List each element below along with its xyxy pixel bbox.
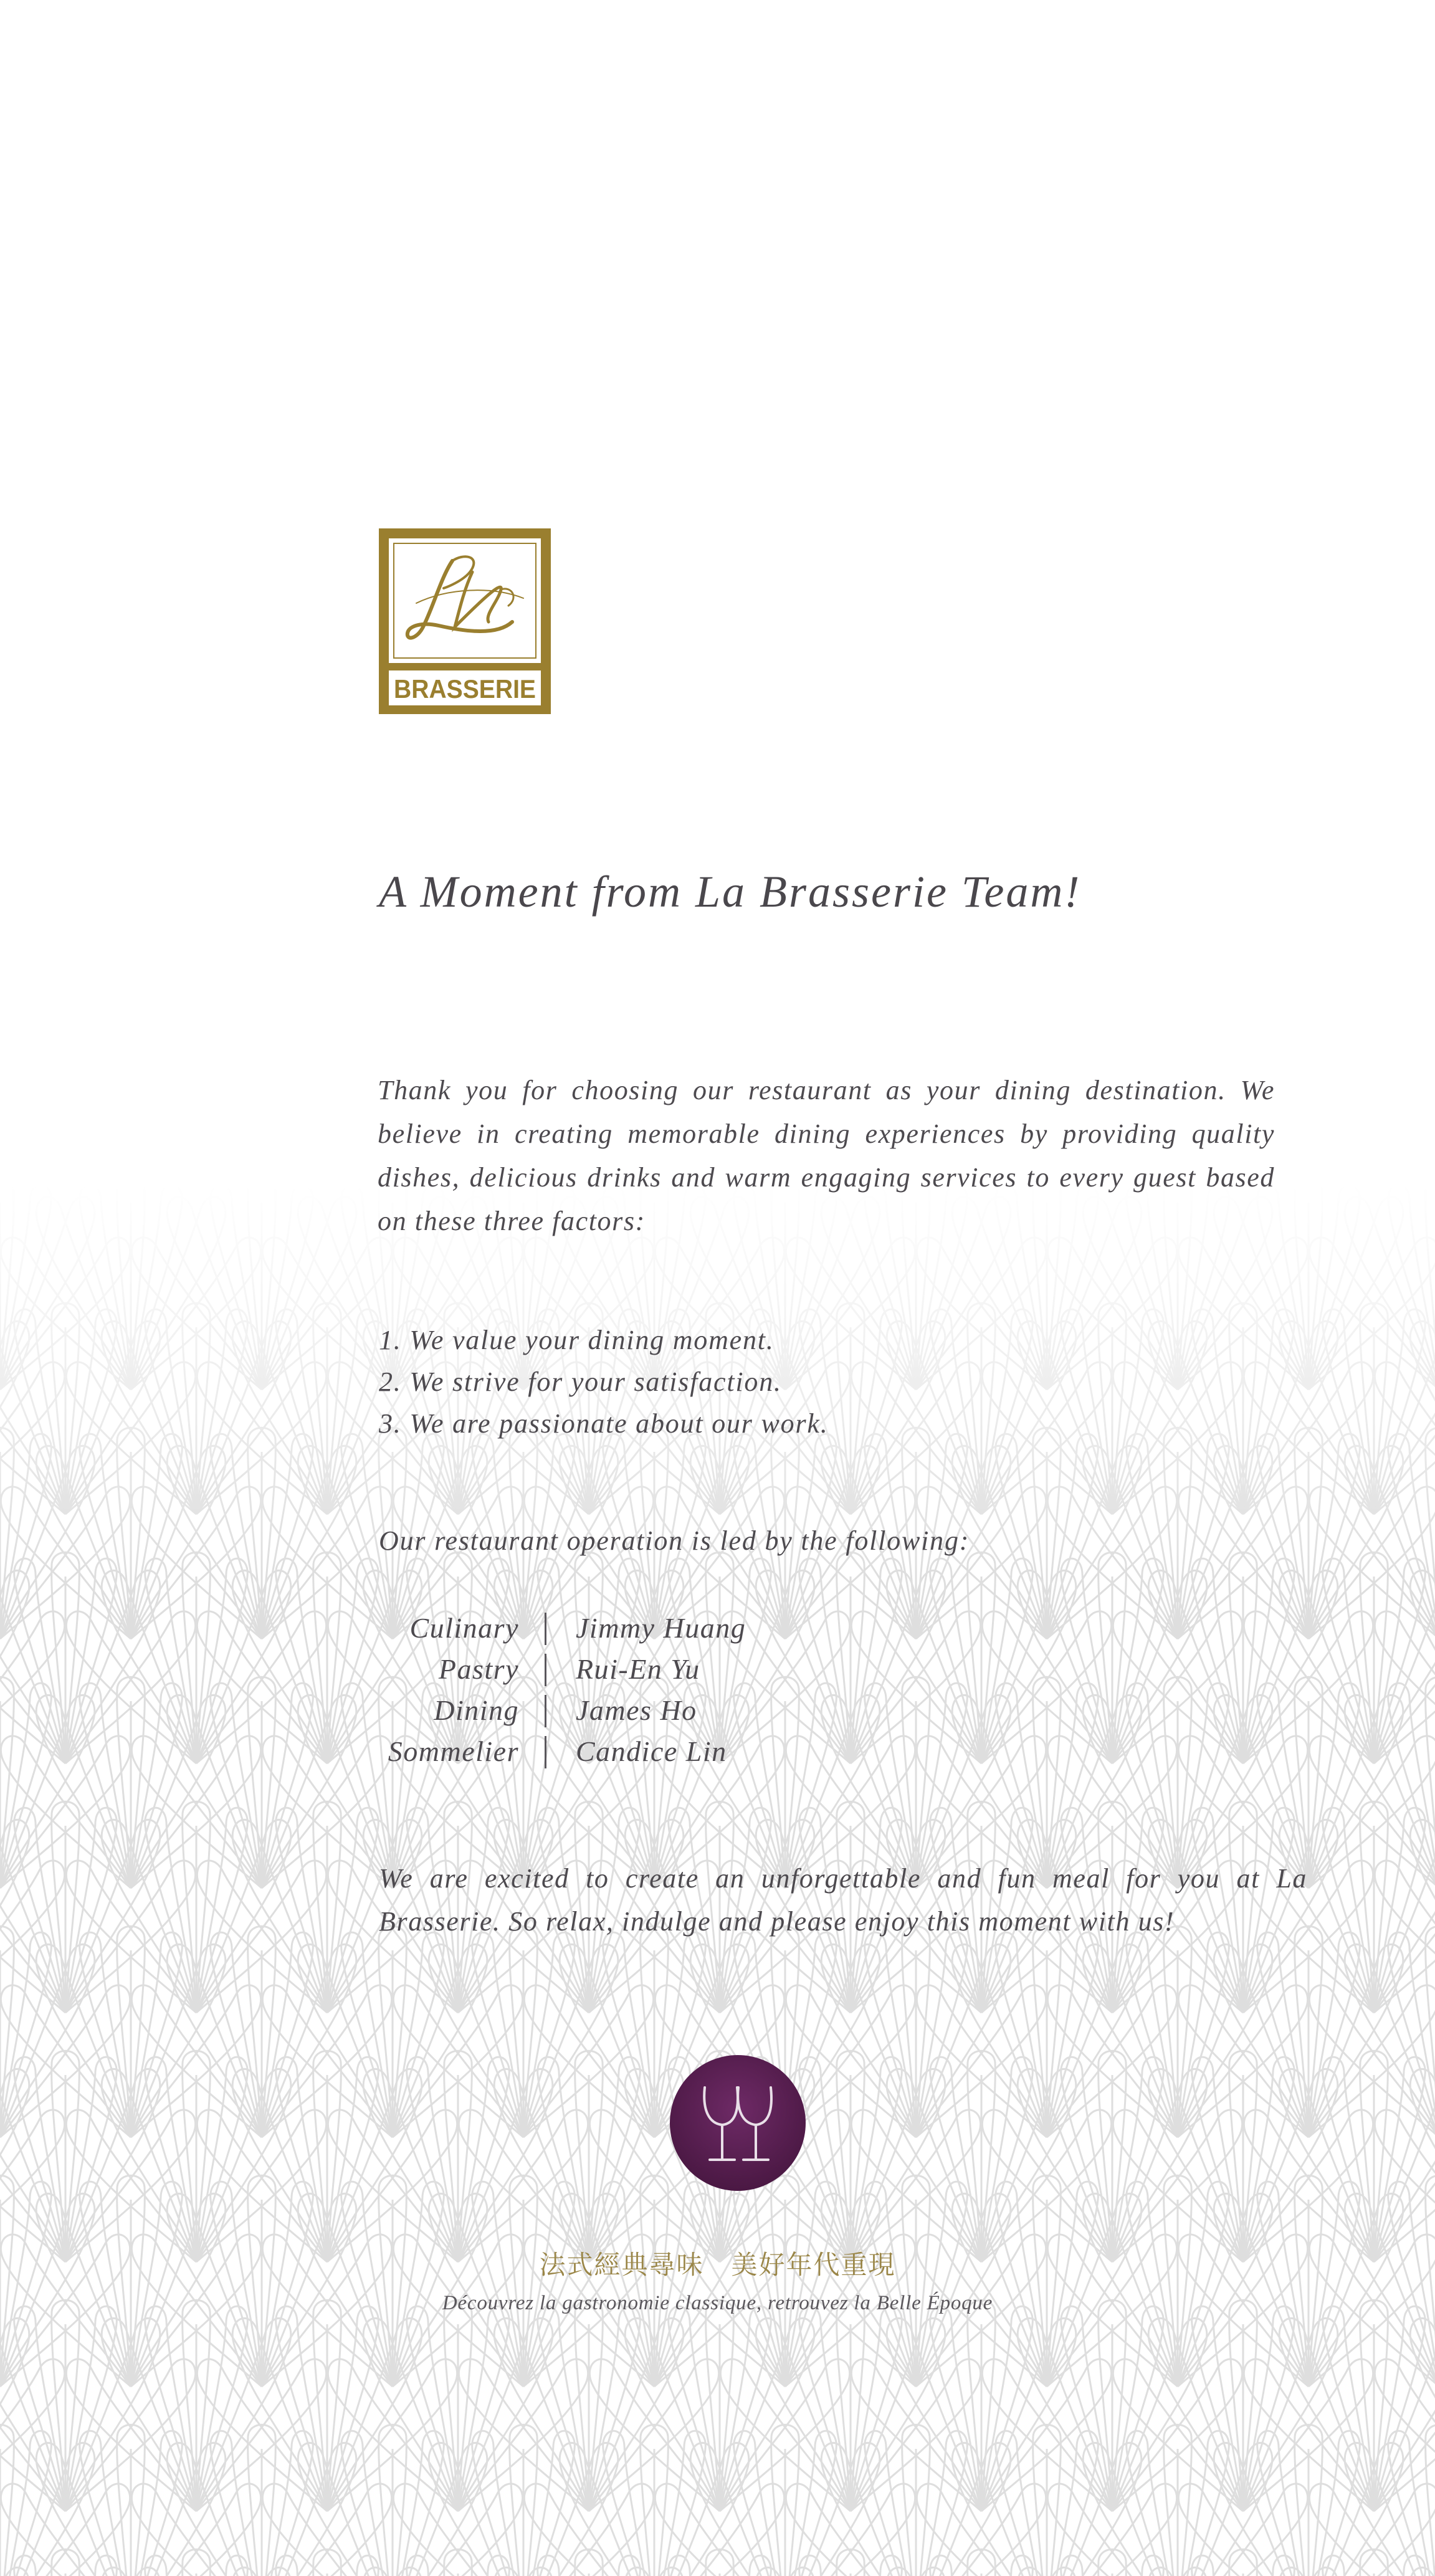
page-title: A Moment from La Brasserie Team! [379,867,1082,917]
value-item: 3. We are passionate about our work. [379,1408,829,1439]
team-intro: Our restaurant operation is led by the following: [379,1525,970,1556]
team-divider [545,1695,546,1727]
team-member-name: Jimmy Huang [576,1612,746,1644]
closing-paragraph: We are excited to create an unforgettable and fun meal for you at La Brasserie. So relax, indulge and please enjoy this moment with us! [379,1863,1307,1937]
team-role: Culinary [409,1612,519,1644]
logo-wordmark: BRASSERIE [394,674,536,704]
french-tagline: Découvrez la gastronomie classique, retrouvez la Belle Époque [442,2292,993,2314]
la-brasserie-logo [379,528,551,714]
team-divider [545,1613,546,1645]
team-role: Sommelier [388,1735,519,1767]
values-list [379,1319,829,1444]
value-item: 1. We value your dining moment. [379,1325,775,1355]
team-divider [545,1654,546,1686]
chinese-tagline: 法式經典尋味 美好年代重現 [539,2251,896,2280]
team-role: Pastry [438,1653,519,1685]
value-item: 2. We strive for your satisfaction. [379,1367,782,1397]
team-role: Dining [434,1694,519,1726]
team-divider [545,1736,546,1768]
team-member-name: Candice Lin [576,1735,727,1767]
intro-paragraph: Thank you for choosing our restaurant as your dining destination. We believe in creating memorable dining experiences by providing quality dishes, delicious drinks and warm engaging services to every guest based on these three factors: [378,1075,1275,1236]
team-member-name: Rui-En Yu [576,1653,700,1685]
team-member-name: James Ho [576,1694,697,1726]
wine-glasses-icon [670,2055,806,2191]
